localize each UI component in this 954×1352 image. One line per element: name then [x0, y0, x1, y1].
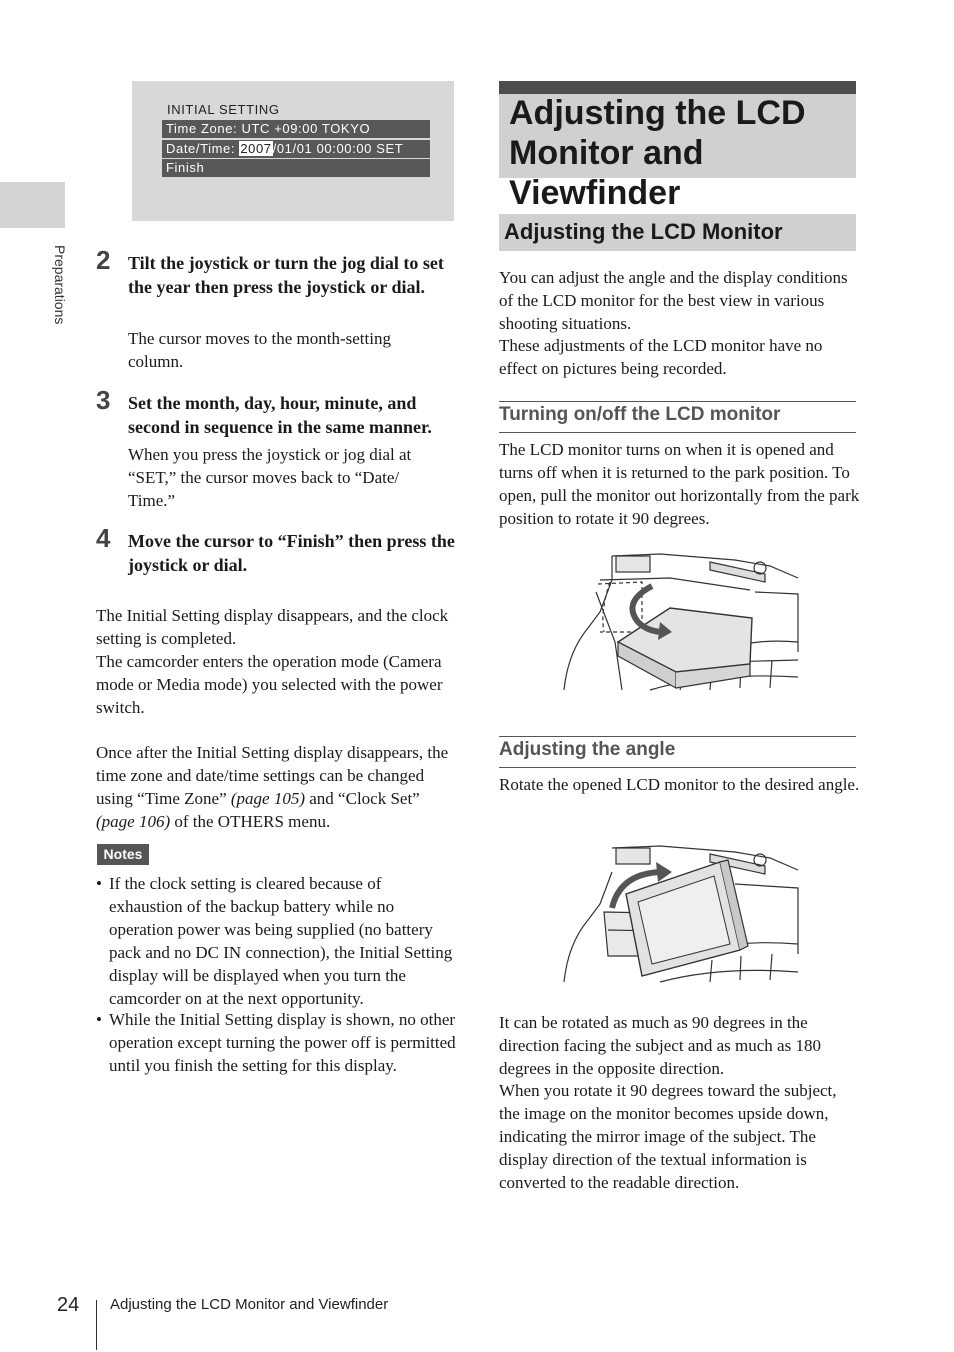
step-heading: Tilt the joystick or turn the jog dial to set the year then press the joystick or dial. — [128, 253, 444, 297]
page-reference: (page 105) — [230, 789, 306, 808]
paragraph: The Initial Setting display disappears, and the clock setting is completed. — [96, 606, 449, 648]
subsection-title: Turning on/off the LCD monitor — [499, 404, 781, 425]
year-cursor: 2007 — [240, 141, 272, 156]
step-heading: Set the month, day, hour, minute, and second in sequence in the same manner. — [128, 393, 432, 437]
paragraph: Rotate the opened LCD monitor to the desired angle. — [499, 775, 860, 794]
notes-badge: Notes — [97, 844, 149, 865]
time-zone-row: Time Zone: UTC +09:00 TOKYO — [162, 120, 430, 138]
page-reference: (page 106) — [96, 812, 171, 831]
footer-divider — [96, 1300, 97, 1350]
finish-row: Finish — [162, 159, 430, 177]
page-title: Adjusting the LCD Monitor and Viewfinder — [509, 94, 806, 212]
lcd-rotate-illustration — [560, 844, 800, 984]
section-title: Adjusting the LCD Monitor — [504, 219, 783, 244]
step-number: 3 — [96, 385, 111, 415]
bullet-marker: • — [96, 1010, 102, 1029]
bullet-marker: • — [96, 874, 102, 893]
divider — [499, 767, 856, 768]
divider — [499, 432, 856, 433]
section-tab — [0, 182, 65, 228]
subsection-title: Adjusting the angle — [499, 739, 676, 760]
paragraph: You can adjust the angle and the display conditions of the LCD monitor for the best view in various shooting situations. — [499, 268, 848, 333]
lcd-open-illustration — [560, 552, 800, 692]
page-number: 24 — [57, 1294, 80, 1316]
paragraph: When you rotate it 90 degrees toward the subject, the image on the monitor becomes upside down, indicating the mirror image of the subject. The display direction of the textual information is converted to the readable direction. — [499, 1081, 837, 1192]
step-heading: Move the cursor to “Finish” then press the joystick or dial. — [128, 531, 455, 575]
paragraph: It can be rotated as much as 90 degrees in the direction facing the subject and as much as 180 degrees in the opposite direction. — [499, 1013, 821, 1078]
note-item: If the clock setting is cleared because of exhaustion of the backup battery while no operation power was being supplied (no battery pack and no DC IN connection), the Initial Setting display will be displayed when you turn the camcorder on at the next opportunity. — [109, 874, 453, 1008]
footer-title: Adjusting the LCD Monitor and Viewfinder — [110, 1296, 389, 1313]
paragraph: The camcorder enters the operation mode (Camera mode or Media mode) you selected with the power switch. — [96, 652, 443, 717]
step-number: 4 — [96, 523, 111, 553]
paragraph: These adjustments of the LCD monitor have no effect on pictures being recorded. — [499, 336, 823, 378]
paragraph-cross-reference: Once after the Initial Setting display disappears, the time zone and date/time settings can be changed using “Time Zone” (page 105) and “Clock Set” (page 106) of the OTHERS menu. — [96, 743, 449, 831]
step-body: When you press the joystick or jog dial at “SET,” the cursor moves back to “Date/ Time.” — [128, 445, 412, 510]
step-number: 2 — [96, 245, 111, 275]
date-time-row: Date/Time: 2007/01/01 00:00:00 SET — [162, 140, 430, 158]
screen-title: INITIAL SETTING — [167, 102, 280, 117]
paragraph: The LCD monitor turns on when it is opened and turns off when it is returned to the park position. To open, pull the monitor out horizontally from the park position to rotate it 90 degrees. — [499, 440, 860, 528]
side-section-label: Preparations — [52, 245, 68, 325]
step-body: The cursor moves to the month-setting column. — [128, 329, 391, 371]
note-item: While the Initial Setting display is shown, no other operation except turning the power off is permitted until you finish the setting for this display. — [109, 1010, 456, 1075]
